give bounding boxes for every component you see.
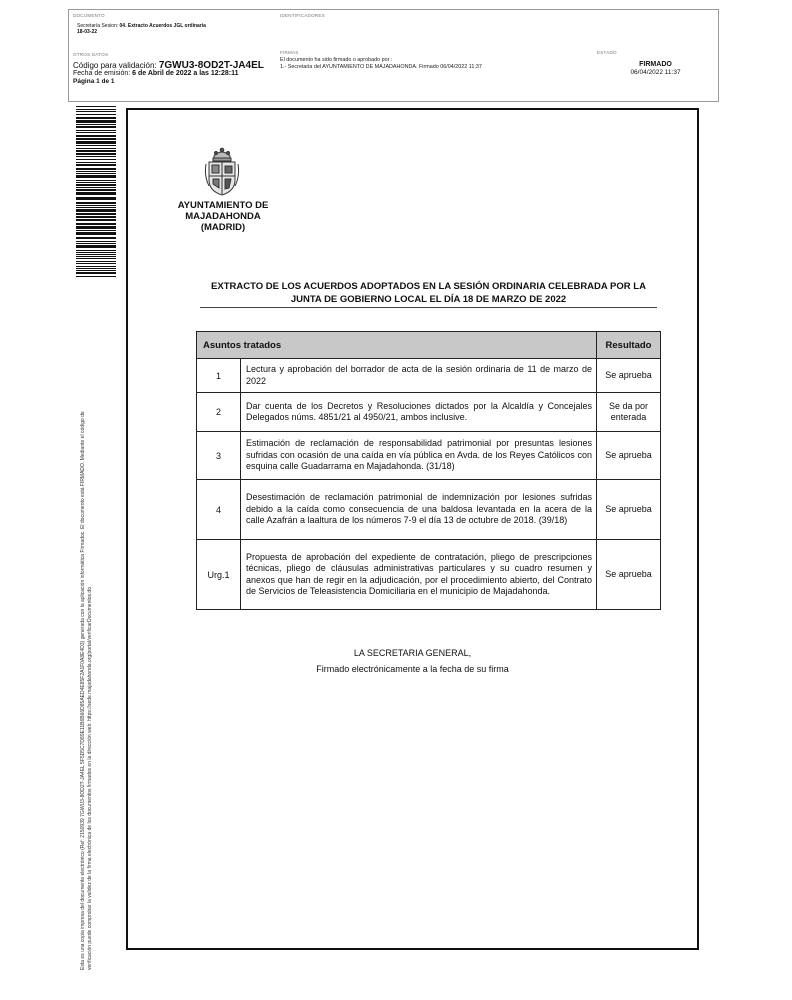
estado-label: ESTADO (597, 50, 617, 55)
codigo-value: 7GWU3-8OD2T-JA4EL (158, 60, 264, 71)
row-subject: Propuesta de aprobación del expediente de contratación, pliego de prescripciones técnicas, pliego de cláusulas administrativas particulares y su cuadro resumen y anexos que han de regir en la adjudicación, por el procedimiento abierto, del Contrato de Servicios de Teleasistencia Domiciliaria en el municipio de Majadahonda. (241, 540, 597, 610)
documento-name (73, 23, 272, 35)
coat-of-arms-icon (204, 146, 240, 198)
table-row (197, 432, 661, 480)
institution-name (168, 200, 278, 233)
signature-note: Firmado electrónicamente a la fecha de su firma (316, 664, 509, 674)
identificadores-cell (276, 10, 718, 46)
documento-date: 18-03-22 (77, 29, 98, 35)
firmas-line2: 1.- Secretaria del AYUNTAMIENTO DE MAJADAHONDA. Firmado 06/04/2022 11:37 (280, 63, 482, 70)
row-subject: Desestimación de reclamación patrimonial de indemnización por lesiones sufridas debido a la caída como consecuencia de una baldosa levantada en la acera de la calle Azafrán a laaltura de los números 7-9 el día 13 de octubre de 2018. (39/18) (241, 480, 597, 540)
document-metadata-box (68, 9, 719, 102)
row-result: Se aprueba (597, 432, 661, 480)
otros-datos-cell (69, 46, 276, 101)
otros-datos-label: OTROS DATOS (73, 52, 109, 57)
document-title (200, 280, 657, 308)
row-number: Urg.1 (197, 540, 241, 610)
verification-side-note (80, 300, 94, 970)
row-result: Se aprueba (597, 359, 661, 393)
documento-name-prefix: Secretaría Sesion: (77, 23, 120, 29)
documento-name-bold: 04. Extracto Acuerdos JGL ordinaria (119, 23, 206, 29)
row-number: 4 (197, 480, 241, 540)
institution-line1: AYUNTAMIENTO DE (177, 200, 269, 211)
row-number: 1 (197, 359, 241, 393)
row-number: 2 (197, 393, 241, 432)
document-page (126, 108, 699, 950)
firmas-label: FIRMAS (280, 50, 299, 55)
row-result: Se aprueba (597, 480, 661, 540)
title-line2: JUNTA DE GOBIERNO LOCAL EL DÍA 18 DE MARZO DE 2022 (290, 294, 567, 305)
institution-line3: (MADRID) (200, 222, 246, 233)
fecha-value: 6 de Abril de 2022 a las 12:28:11 (132, 70, 239, 77)
estado-value-block (597, 61, 714, 76)
codigo-prefix: Código para validación: (73, 61, 159, 70)
estado-cell (593, 46, 718, 101)
firmas-cell (276, 46, 593, 101)
codigo-validacion (73, 61, 272, 70)
row-subject: Lectura y aprobación del borrador de acta de la sesión ordinaria de 11 de marzo de 2022 (241, 359, 597, 393)
row-number: 3 (197, 432, 241, 480)
col-result-header: Resultado (597, 332, 661, 359)
col-subject-header: Asuntos tratados (197, 332, 597, 359)
table-row (197, 480, 661, 540)
row-result: Se da por enterada (597, 393, 661, 432)
firmas-line1: El documento ha sido firmado o aprobado por : (280, 57, 393, 63)
table-row (197, 540, 661, 610)
table-row (197, 359, 661, 393)
row-subject: Dar cuenta de los Decretos y Resoluciones dictados por la Alcaldía y Concejales Delegados núms. 4851/21 al 4950/21, ambos inclusive. (241, 393, 597, 432)
signature-title: LA SECRETARIA GENERAL, (353, 648, 472, 658)
row-result: Se aprueba (597, 540, 661, 610)
fecha-prefix: Fecha de emisión: (73, 70, 133, 77)
row-subject: Estimación de reclamación de responsabilidad patrimonial por presuntas lesiones sufridas con ocasión de una caída en vía pública en Avda. de los Reyes Católicos con esquina calle Guadarrama en Majadahonda. (31/18) (241, 432, 597, 480)
pagina-info: Página 1 de 1 (73, 78, 115, 85)
estado-date: 06/04/2022 11:37 (630, 69, 681, 76)
documento-cell (69, 10, 276, 46)
table-row (197, 393, 661, 432)
identificadores-label: IDENTIFICADORES (280, 13, 325, 18)
side-note-line2: verificación puede comprobar la validez de la firma electrónica de los documentos firmados en la dirección web: https://sede.majadahonda.org/portal/verificarDocumentos.do (87, 587, 93, 970)
documento-label: DOCUMENTO (73, 13, 105, 18)
barcode-icon (76, 106, 116, 278)
fecha-emision (73, 70, 272, 78)
estado-value: FIRMADO (639, 61, 672, 68)
title-line1: EXTRACTO DE LOS ACUERDOS ADOPTADOS EN LA SESIÓN ORDINARIA CELEBRADA POR LA (211, 281, 646, 292)
agenda-table (196, 331, 661, 610)
table-header-row (197, 332, 661, 359)
institution-line2: MAJADAHONDA (185, 211, 261, 222)
side-note-line1: Esta es una copia impresa del documento electrónico (Ref: 2150939 7GWU3-8OD2T-JA4EL 5F5D5C7D89E11B6B66D85AED4E85F2A1F0A8E4D3) generada con la aplicación informática Firmadoc. El documento está FIRMADO. Mediante el código de (80, 411, 86, 970)
